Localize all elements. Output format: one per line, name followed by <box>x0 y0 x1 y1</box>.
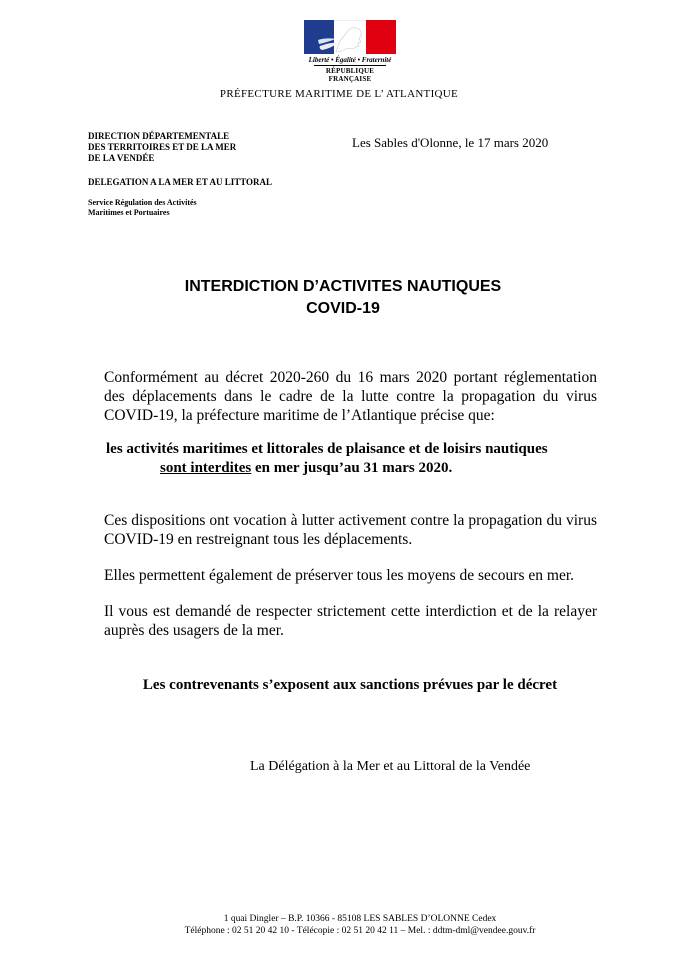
service-line: Service Régulation des Activités <box>88 198 197 207</box>
prohibition-line-1: les activités maritimes et littorales de plaisance et de loisirs nautiques <box>106 441 548 457</box>
document-title <box>0 276 678 320</box>
title-line-1: INTERDICTION D’ACTIVITES NAUTIQUES <box>184 278 502 295</box>
marianne-profile-icon <box>314 22 384 54</box>
direction-block <box>88 131 288 164</box>
republic-name: RÉPUBLIQUE FRANÇAISE <box>325 67 375 83</box>
request-paragraph: Il vous est demandé de respecter strictement cette interdiction et de la relayer auprès des usagers de la mer. <box>104 603 597 639</box>
prohibition-statement <box>106 440 586 478</box>
signature: La Délégation à la Mer et au Littoral de la Vendée <box>250 759 531 774</box>
delegation-label: DELEGATION A LA MER ET AU LITTORAL <box>88 177 273 187</box>
purpose-paragraph: Ces dispositions ont vocation à lutter activement contre la propagation du virus COVID-19 en restreignant tous les déplacements. <box>104 512 597 548</box>
logo-divider <box>314 65 386 66</box>
direction-line: DIRECTION DÉPARTEMENTALE <box>88 131 230 141</box>
prohibited-emphasis: sont interdites <box>160 460 252 476</box>
rescue-paragraph: Elles permettent également de préserver tous les moyens de secours en mer. <box>104 567 575 584</box>
intro-paragraph: Conformément au décret 2020-260 du 16 mars 2020 portant réglementation des déplacements dans le cadre de la lutte contre la propagation du virus COVID-19, la préfecture maritime de l’Atlantique précise que: <box>104 369 597 424</box>
date-place: Les Sables d'Olonne, le 17 mars 2020 <box>352 135 549 150</box>
footer-contact: Téléphone : 02 51 20 42 10 - Télécopie : 02 51 20 42 11 – Mel. : ddtm-dml@vendee.gouv.fr <box>184 926 536 936</box>
marianne-logo <box>304 20 396 83</box>
prohibition-end: en mer jusqu’au 31 mars 2020. <box>251 460 453 476</box>
sanctions-warning: Les contrevenants s’exposent aux sanctions prévues par le décret <box>142 677 558 693</box>
prohibition-line-2 <box>106 459 586 478</box>
republic-motto: Liberté • Égalité • Fraternité <box>308 56 392 64</box>
service-block <box>88 198 288 218</box>
direction-line: DES TERRITOIRES ET DE LA MER <box>88 142 237 152</box>
footer-address: 1 quai Dingler – B.P. 10366 - 85108 LES SABLES D’OLONNE Cedex <box>223 914 497 924</box>
prefecture-heading: PRÉFECTURE MARITIME DE L’ ATLANTIQUE <box>219 88 459 100</box>
direction-line: DE LA VENDÉE <box>88 153 155 163</box>
footer <box>0 913 678 937</box>
service-line: Maritimes et Portuaires <box>88 208 170 217</box>
title-line-2: COVID-19 <box>306 300 380 317</box>
